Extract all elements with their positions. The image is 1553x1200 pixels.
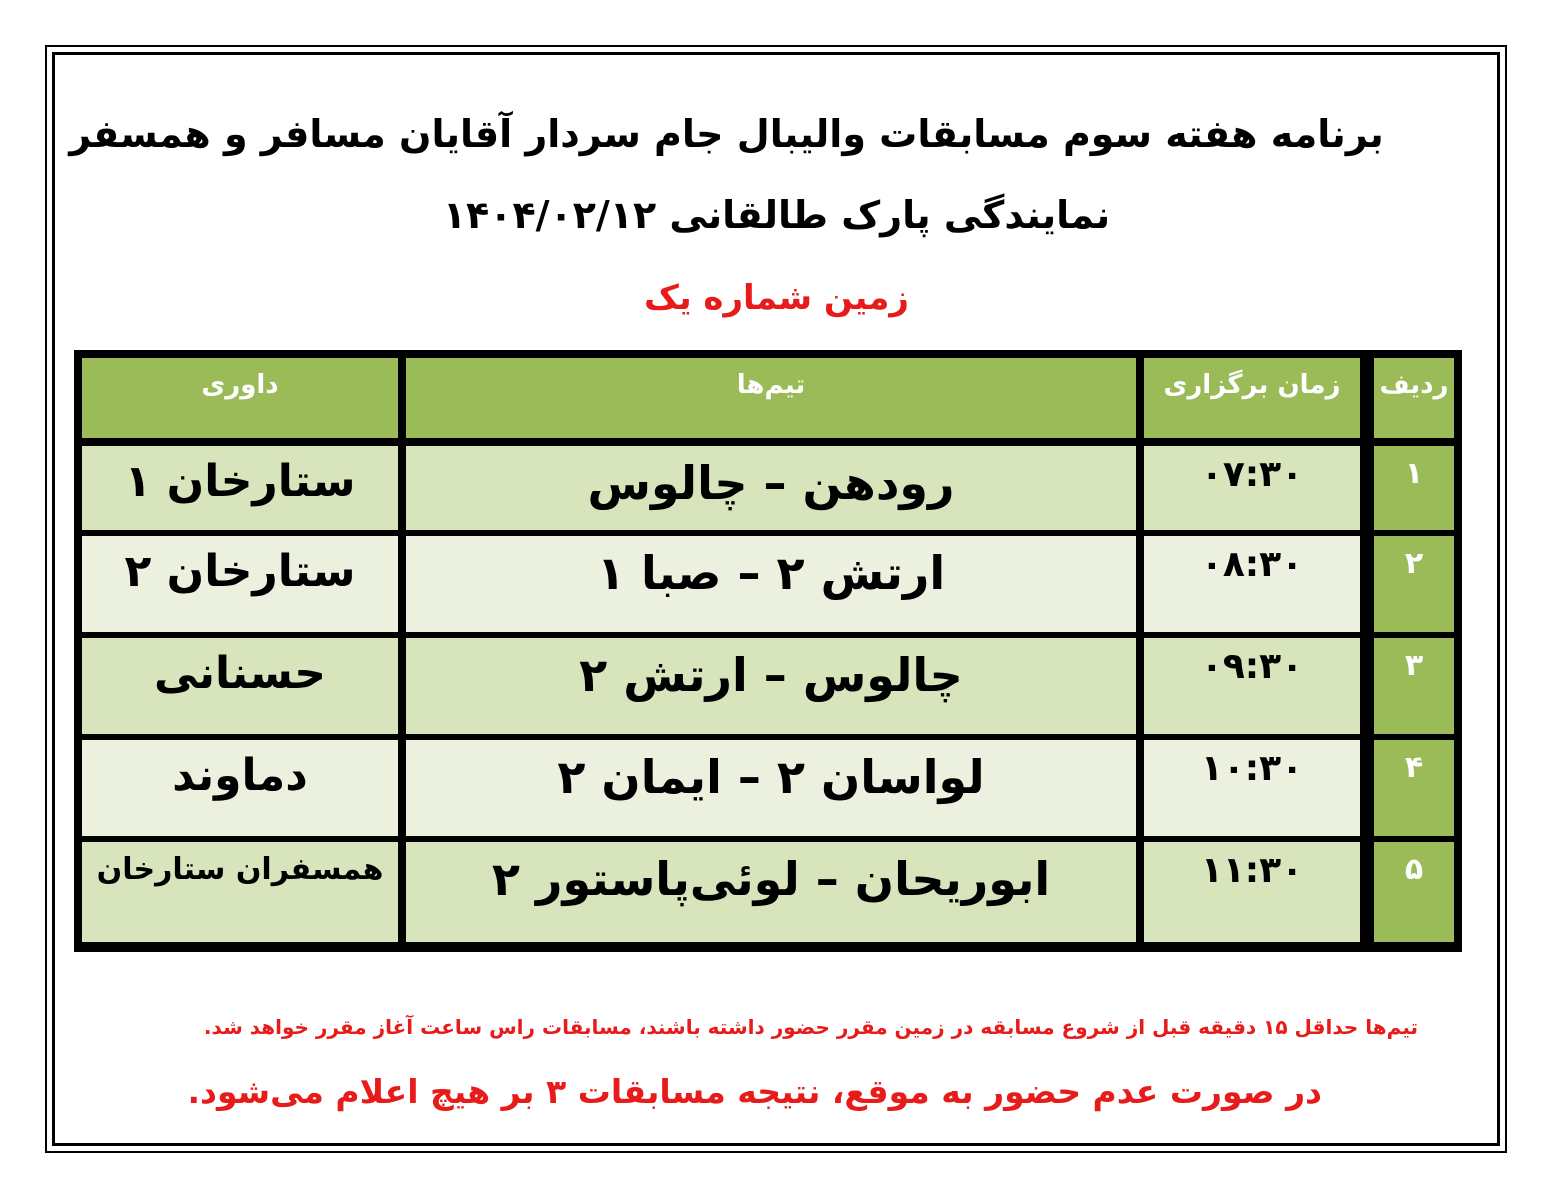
row-5-time: ۱۱:۳۰	[1144, 842, 1360, 942]
row-4-referee: دماوند	[82, 740, 398, 836]
header-time: زمان برگزاری	[1144, 358, 1360, 438]
header-referee: داوری	[82, 358, 398, 438]
row-5-referee: همسفران ستارخان	[82, 842, 398, 942]
row-2-teams: ارتش ۲ – صبا ۱	[406, 536, 1136, 632]
row-5-number: ۵	[1374, 842, 1454, 942]
row-2-number: ۲	[1374, 536, 1454, 632]
row-3-teams: چالوس – ارتش ۲	[406, 638, 1136, 734]
header-teams: تیم‌ها	[406, 358, 1136, 438]
row-1-teams: رودهن – چالوس	[406, 446, 1136, 530]
row-1-time: ۰۷:۳۰	[1144, 446, 1360, 530]
row-5-teams: ابوریحان – لوئی‌پاستور ۲	[406, 842, 1136, 942]
row-2-referee: ستارخان ۲	[82, 536, 398, 632]
row-3-time: ۰۹:۳۰	[1144, 638, 1360, 734]
attendance-note: تیم‌ها حداقل ۱۵ دقیقه قبل از شروع مسابقه در زمین مقرر حضور داشته باشند، مسابقات راس ساعت آغاز مقرر خواهد شد.	[203, 1015, 1418, 1039]
row-4-number: ۴	[1374, 740, 1454, 836]
row-1-referee: ستارخان ۱	[82, 446, 398, 530]
row-4-teams: لواسان ۲ – ایمان ۲	[406, 740, 1136, 836]
row-2-time: ۰۸:۳۰	[1144, 536, 1360, 632]
forfeit-note: در صورت عدم حضور به موقع، نتیجه مسابقات ۳ بر هیچ اعلام می‌شود.	[187, 1072, 1322, 1111]
row-3-number: ۳	[1374, 638, 1454, 734]
title-line-1: برنامه هفته سوم مسابقات والیبال جام سردار آقایان مسافر و همسفر	[69, 112, 1384, 156]
schedule-table	[74, 350, 1462, 952]
header-row-no: ردیف	[1374, 358, 1454, 438]
row-3-referee: حسنانی	[82, 638, 398, 734]
title-line-2: نمایندگی پارک طالقانی ۱۴۰۴/۰۲/۱۲	[442, 193, 1111, 237]
row-4-time: ۱۰:۳۰	[1144, 740, 1360, 836]
court-subtitle: زمین شماره یک	[644, 278, 909, 318]
row-1-number: ۱	[1374, 446, 1454, 530]
